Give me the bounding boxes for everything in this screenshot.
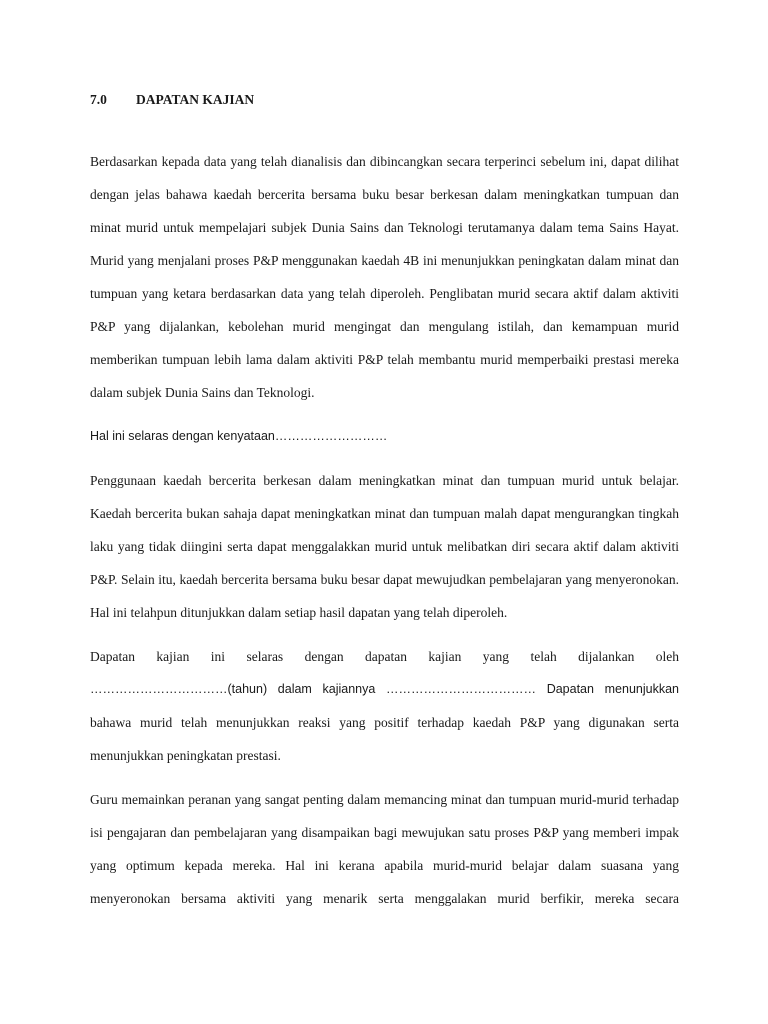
related-study-line-1: Dapatan kajian ini selaras dengan dapatan kajian yang telah dijalankan oleh xyxy=(90,649,679,664)
section-number: 7.0 xyxy=(90,92,107,107)
paragraph-teacher-role: Guru memainkan peranan yang sangat penting dalam memancing minat dan tumpuan murid-murid terhadap isi pengajaran dan pembelajaran yang disampaikan bagi mewujukan satu proses P&P yang memberi impak yang optimum kepada mereka. Hal ini kerana apabila murid-murid belajar dalam suasana yang menyeronokan bersama aktiviti yang menarik serta menggalakan murid berfikir, mereka secara xyxy=(90,792,679,906)
related-study-rest: bahawa murid telah menunjukkan reaksi yang positif terhadap kaedah P&P yang digunakan serta menunjukkan peningkatan prestasi. xyxy=(90,715,679,763)
related-study-line-2: ……………………………(tahun) dalam kajiannya ……………………………… Dapatan menunjukkan xyxy=(90,682,679,696)
paragraph-storytelling-method: Penggunaan kaedah bercerita berkesan dalam meningkatkan minat dan tumpuan murid untuk belajar. Kaedah bercerita bukan sahaja dapat meningkatkan minat dan tumpuan malah dapat mengurangkan tingkah laku yang tidak diingini serta dapat menggalakkan murid untuk melibatkan diri secara aktif dalam aktiviti P&P. Selain itu, kaedah bercerita bersama buku besar dapat mewujudkan pembelajaran yang menyeronokan. Hal ini telahpun ditunjukkan dalam setiap hasil dapatan yang telah diperoleh. xyxy=(90,473,679,620)
paragraph-statement-placeholder: Hal ini selaras dengan kenyataan……………………… xyxy=(90,429,388,443)
paragraph-related-study xyxy=(90,640,679,772)
section-title: DAPATAN KAJIAN xyxy=(136,92,255,107)
section-heading xyxy=(90,91,679,109)
paragraph-findings-summary: Berdasarkan kepada data yang telah dianalisis dan dibincangkan secara terperinci sebelum ini, dapat dilihat dengan jelas bahawa kaedah bercerita bersama buku besar berkesan dalam meningkatkan tumpuan dan minat murid untuk mempelajari subjek Dunia Sains dan Teknologi terutamanya dalam tema Sains Hayat. Murid yang menjalani proses P&P menggunakan kaedah 4B ini menunjukkan peningkatan dalam minat dan tumpuan yang ketara berdasarkan data yang telah diperoleh. Penglibatan murid secara aktif dalam aktiviti P&P yang dijalankan, kebolehan murid mengingat dan mengulang istilah, dan kemampuan murid memberikan tumpuan lebih lama dalam aktiviti P&P telah membantu murid memperbaiki prestasi mereka dalam subjek Dunia Sains dan Teknologi. xyxy=(90,154,679,400)
